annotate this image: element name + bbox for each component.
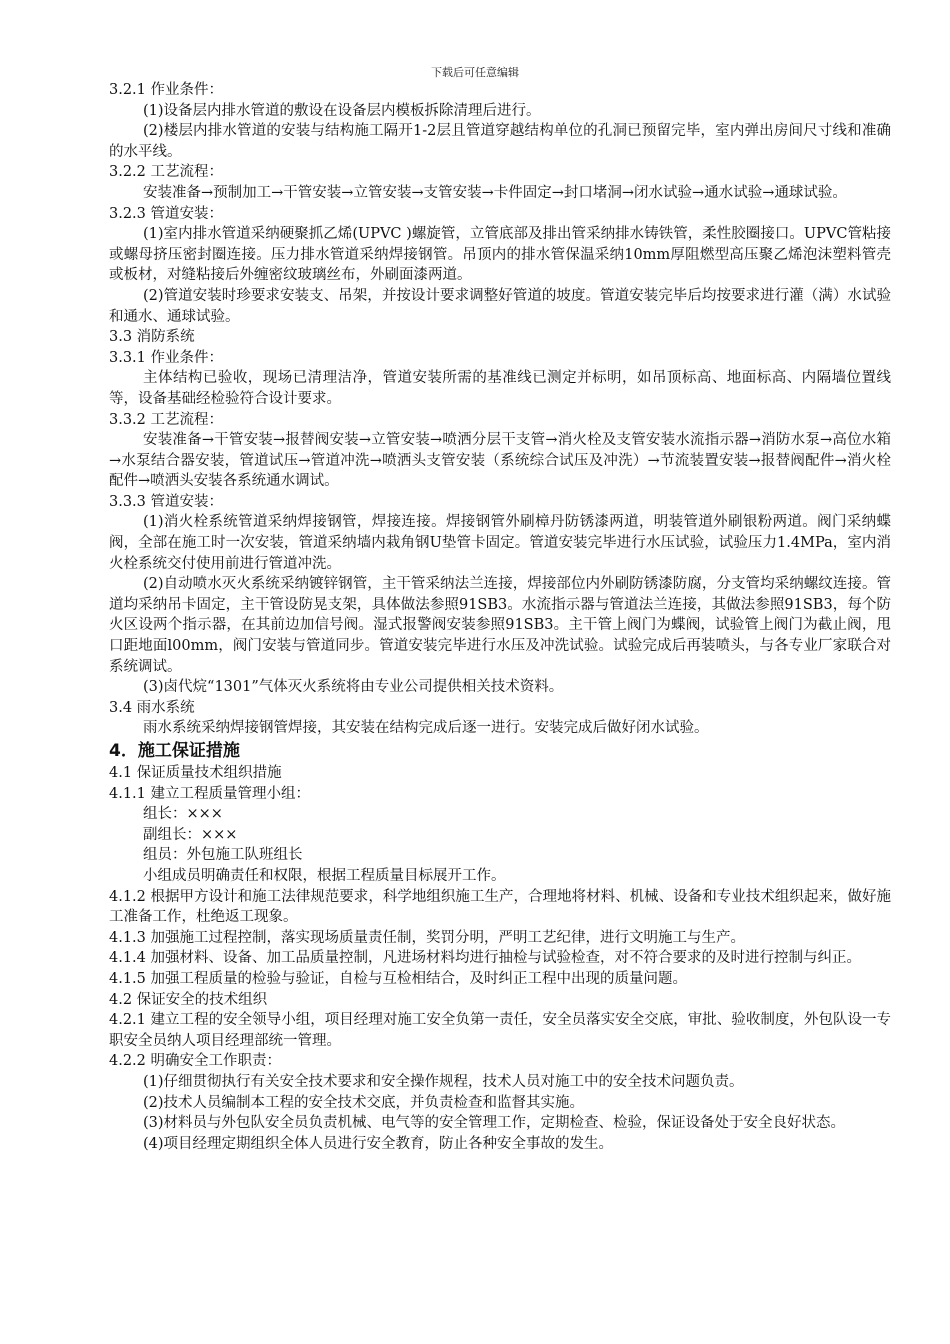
subsection-heading: 4.1.4 加强材料、设备、加工品质量控制，凡进场材料均进行抽检与试验检查，对不符合要求的及时进行控制与纠正。: [109, 950, 861, 967]
body-paragraph: (1)室内排水管道采纳硬聚抓乙烯(UPVC )螺旋管，立管底部及排出管采纳排水铸铁管，柔性胶圈接口。UPVC管粘接或螺母挤压密封圈连接。压力排水管道采纳焊接钢管。吊顶内的排水管保温采纳10mm厚阻燃型高压聚乙烯泡沫塑料管壳或板材，对缝粘接后外缠密纹玻璃丝布，外刷面漆两道。: [109, 226, 891, 284]
subsection-heading: 4.1 保证质量技术组织措施: [109, 765, 282, 781]
body-paragraph: (1)设备层内排水管道的敷设在设备层内模板拆除清理后进行。: [143, 102, 541, 119]
subsection-heading: 3.3.1 作业条件：: [109, 349, 224, 366]
subsection-heading: 3.3 消防系统: [109, 329, 195, 346]
body-paragraph: (4)项目经理定期组织全体人员进行安全教育，防止各种安全事故的发生。: [143, 1135, 614, 1152]
body-paragraph: (1)仔细贯彻执行有关安全技术要求和安全操作规程，技术人员对施工中的安全技术问题负责。: [143, 1073, 744, 1090]
page-header: 下载后可任意编辑: [431, 66, 519, 79]
subsection-heading: 3.3.3 管道安装：: [109, 493, 224, 510]
subsection-heading: 4.1.3 加强施工过程控制，落实现场质量责任制，奖罚分明，严明工艺纪律，进行文明施工与生产。: [109, 929, 745, 946]
body-paragraph: 安装准备→预制加工→干管安装→立管安装→支管安装→卡件固定→封口堵洞→闭水试验→通水试验→通球试验。: [143, 184, 847, 201]
document-body: [109, 80, 891, 1154]
body-paragraph: 副组长：×××: [143, 826, 238, 843]
body-paragraph: (3)卤代烷“1301”气体灭火系统将由专业公司提供相关技术资料。: [143, 679, 564, 696]
body-paragraph: 组员：外包施工队班组长: [143, 847, 303, 864]
subsection-heading: 3.2.2 工艺流程：: [109, 164, 224, 181]
body-paragraph: (2)技术人员编制本工程的安全技术交底，并负责检查和监督其实施。: [143, 1094, 585, 1111]
subsection-heading: 3.2.1 作业条件：: [109, 82, 224, 98]
subsection-heading: 4.2.1 建立工程的安全领导小组，项目经理对施工安全负第一责任，安全员落实安全交底，审批、验收制度，外包队设一专职安全员纳人项目经理部统一管理。: [109, 1012, 891, 1049]
body-paragraph: 小组成员明确责任和权限，根据工程质量目标展开工作。: [143, 867, 506, 884]
body-paragraph: (1)消火栓系统管道采纳焊接钢管，焊接连接。焊接钢管外刷樟丹防锈漆两道，明装管道外刷银粉两道。阀门采纳蝶阀，全部在施工时一次安装，管道采纳墙内栽角钢U垫管卡固定。管道安装完毕进行水压试验，试验压力1.4MPa，室内消火栓系统交付使用前进行管道冲洗。: [109, 514, 891, 572]
body-paragraph: 雨水系统采纳焊接钢管焊接，其安装在结构完成后逐一进行。安装完成后做好闭水试验。: [143, 720, 709, 737]
subsection-heading: 4.2.2 明确安全工作职责：: [109, 1053, 282, 1070]
subsection-heading: 3.4 雨水系统: [109, 699, 195, 716]
subsection-heading: 4.1.2 根据甲方设计和施工法律规范要求，科学地组织施工生产，合理地将材料、机械、设备和专业技术组织起来，做好施工准备工作，杜绝返工现象。: [109, 888, 891, 926]
body-paragraph: 主体结构已验收，现场已清理洁净，管道安装所需的基准线已测定并标明，如吊顶标高、地面标高、内隔墙位置线等，设备基础经检验符合设计要求。: [109, 370, 891, 407]
body-paragraph: (2)管道安装时珍要求安装支、吊架，并按设计要求调整好管道的坡度。管道安装完毕后均按要求进行灌（满）水试验和通水、通球试验。: [109, 287, 891, 325]
subsection-heading: 3.2.3 管道安装：: [109, 205, 224, 222]
subsection-heading: 4.1.1 建立工程质量管理小组：: [109, 785, 311, 802]
subsection-heading: 4.2 保证安全的技术组织: [109, 991, 268, 1008]
body-paragraph: (2)自动喷水灭火系统采纳镀锌钢管，主干管采纳法兰连接，焊接部位内外刷防锈漆防腐，分支管均采纳螺纹连接。管道均采纳吊卡固定，主干管设防晃支架，具体做法参照91SB3。水流指示器与管道法兰连接，其做法参照91SB3，每个防火区设两个指示器，在其前边加信号阀。湿式报警阀安装参照91SB3。主干管上阀门为蝶阀，试验管上阀门为截止阀，甩口距地面l00mm，阀门安装与管道同步。管道安装完毕进行水压及冲洗试验。试验完成后再装喷头，与各专业厂家联合对系统调试。: [109, 576, 891, 675]
section-heading: 4．施工保证措施: [109, 741, 240, 761]
subsection-heading: 4.1.5 加强工程质量的检验与验证，自检与互检相结合，及时纠正工程中出现的质量问题。: [109, 970, 687, 987]
subsection-heading: 3.3.2 工艺流程：: [109, 411, 224, 428]
body-paragraph: 组长：×××: [143, 806, 223, 823]
body-paragraph: (3)材料员与外包队安全员负责机械、电气等的安全管理工作，定期检查、检验，保证设备处于安全良好状态。: [143, 1115, 846, 1132]
body-paragraph: 安装准备→干管安装→报替阀安装→立管安装→喷洒分层干支管→消火栓及支管安装水流指示器→消防水泵→高位水箱→水泵结合器安装，管道试压→管道冲洗→喷洒头支管安装（系统综合试压及冲洗）→节流装置安装→报替阀配件→消火栓配件→喷洒头安装各系统通水调试。: [109, 432, 891, 490]
body-paragraph: (2)楼层内排水管道的安装与结构施工隔开1-2层且管道穿越结构单位的孔洞已预留完毕，室内弹出房间尺寸线和准确的水平线。: [109, 123, 891, 160]
